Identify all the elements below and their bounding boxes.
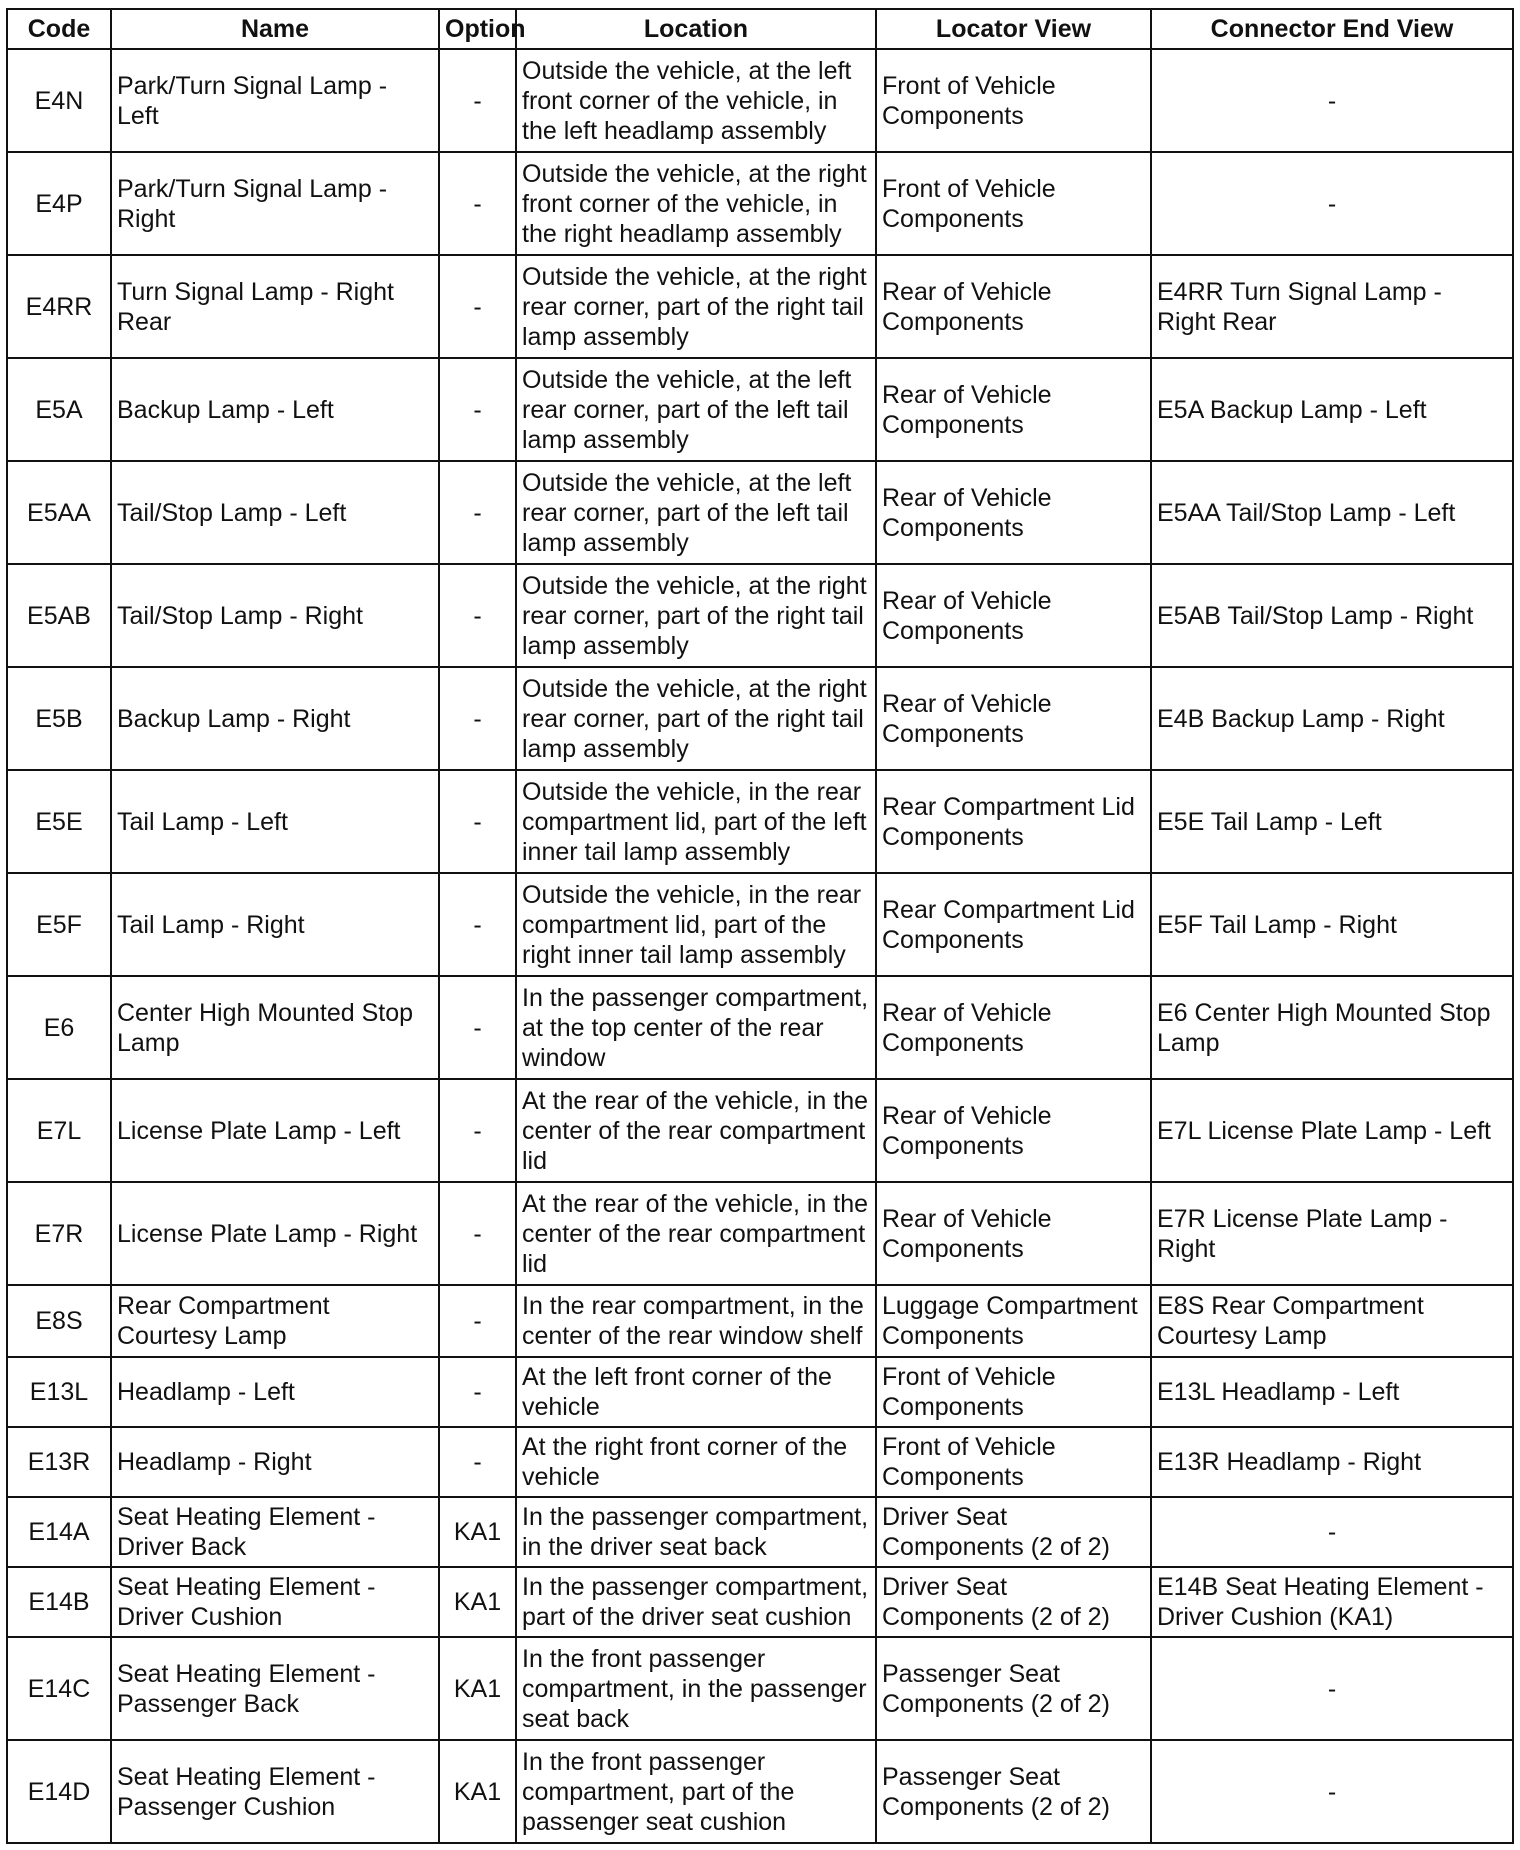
cell-name: Tail/Stop Lamp - Left	[111, 461, 439, 564]
cell-connector-end-view: -	[1151, 1637, 1513, 1740]
cell-connector-end-view: -	[1151, 152, 1513, 255]
cell-code: E6	[7, 976, 111, 1079]
cell-name: Headlamp - Right	[111, 1427, 439, 1497]
cell-name: Seat Heating Element - Driver Back	[111, 1497, 439, 1567]
cell-option: -	[439, 1427, 516, 1497]
cell-location: In the front passenger compartment, in the passenger seat back	[516, 1637, 876, 1740]
cell-name: Headlamp - Left	[111, 1357, 439, 1427]
cell-location: In the passenger compartment, at the top center of the rear window	[516, 976, 876, 1079]
cell-code: E5AB	[7, 564, 111, 667]
table-row	[7, 1637, 1513, 1740]
cell-connector-end-view: E6 Center High Mounted Stop Lamp	[1151, 976, 1513, 1079]
cell-name: Park/Turn Signal Lamp - Right	[111, 152, 439, 255]
table-row	[7, 1357, 1513, 1427]
table-row	[7, 667, 1513, 770]
table-row	[7, 1497, 1513, 1567]
connector-table-container	[6, 8, 1512, 1844]
cell-code: E14C	[7, 1637, 111, 1740]
cell-option: KA1	[439, 1567, 516, 1637]
cell-locator-view: Front of Vehicle Components	[876, 1427, 1151, 1497]
cell-name: Seat Heating Element - Passenger Cushion	[111, 1740, 439, 1843]
cell-name: Turn Signal Lamp - Right Rear	[111, 255, 439, 358]
table-row	[7, 1182, 1513, 1285]
table-row	[7, 49, 1513, 152]
cell-option: -	[439, 152, 516, 255]
cell-location: In the passenger compartment, part of the driver seat cushion	[516, 1567, 876, 1637]
cell-option: -	[439, 976, 516, 1079]
cell-connector-end-view: E7L License Plate Lamp - Left	[1151, 1079, 1513, 1182]
cell-location: Outside the vehicle, in the rear compartment lid, part of the right inner tail lamp assembly	[516, 873, 876, 976]
cell-connector-end-view: E14B Seat Heating Element - Driver Cushion (KA1)	[1151, 1567, 1513, 1637]
cell-option: KA1	[439, 1740, 516, 1843]
cell-option: -	[439, 1285, 516, 1357]
table-row	[7, 461, 1513, 564]
cell-code: E7L	[7, 1079, 111, 1182]
header-locator-view: Locator View	[876, 9, 1151, 49]
cell-name: Center High Mounted Stop Lamp	[111, 976, 439, 1079]
cell-location: At the right front corner of the vehicle	[516, 1427, 876, 1497]
cell-location: Outside the vehicle, at the right rear corner, part of the right tail lamp assembly	[516, 667, 876, 770]
cell-code: E5F	[7, 873, 111, 976]
header-location: Location	[516, 9, 876, 49]
table-row	[7, 873, 1513, 976]
cell-connector-end-view: E7R License Plate Lamp - Right	[1151, 1182, 1513, 1285]
cell-connector-end-view: E5AA Tail/Stop Lamp - Left	[1151, 461, 1513, 564]
cell-connector-end-view: E8S Rear Compartment Courtesy Lamp	[1151, 1285, 1513, 1357]
cell-name: Tail/Stop Lamp - Right	[111, 564, 439, 667]
cell-location: In the rear compartment, in the center of the rear window shelf	[516, 1285, 876, 1357]
table-row	[7, 152, 1513, 255]
header-code: Code	[7, 9, 111, 49]
table-row	[7, 1079, 1513, 1182]
cell-connector-end-view: -	[1151, 1497, 1513, 1567]
cell-locator-view: Rear of Vehicle Components	[876, 1079, 1151, 1182]
cell-locator-view: Front of Vehicle Components	[876, 1357, 1151, 1427]
cell-code: E4P	[7, 152, 111, 255]
cell-option: -	[439, 49, 516, 152]
table-row	[7, 1740, 1513, 1843]
cell-location: In the passenger compartment, in the driver seat back	[516, 1497, 876, 1567]
cell-code: E5AA	[7, 461, 111, 564]
connector-table	[6, 8, 1514, 1844]
cell-location: At the rear of the vehicle, in the center of the rear compartment lid	[516, 1182, 876, 1285]
cell-code: E7R	[7, 1182, 111, 1285]
cell-connector-end-view: -	[1151, 1740, 1513, 1843]
cell-option: -	[439, 1182, 516, 1285]
header-connector-end-view: Connector End View	[1151, 9, 1513, 49]
cell-location: Outside the vehicle, at the left front corner of the vehicle, in the left headlamp assembly	[516, 49, 876, 152]
cell-locator-view: Rear Compartment Lid Components	[876, 873, 1151, 976]
cell-connector-end-view: -	[1151, 49, 1513, 152]
cell-option: -	[439, 770, 516, 873]
cell-code: E4N	[7, 49, 111, 152]
cell-name: Tail Lamp - Right	[111, 873, 439, 976]
cell-locator-view: Front of Vehicle Components	[876, 49, 1151, 152]
cell-locator-view: Rear of Vehicle Components	[876, 461, 1151, 564]
table-row	[7, 770, 1513, 873]
cell-location: Outside the vehicle, at the right rear corner, part of the right tail lamp assembly	[516, 255, 876, 358]
cell-locator-view: Driver Seat Components (2 of 2)	[876, 1567, 1151, 1637]
cell-locator-view: Passenger Seat Components (2 of 2)	[876, 1637, 1151, 1740]
cell-locator-view: Rear Compartment Lid Components	[876, 770, 1151, 873]
cell-locator-view: Front of Vehicle Components	[876, 152, 1151, 255]
cell-locator-view: Passenger Seat Components (2 of 2)	[876, 1740, 1151, 1843]
cell-name: Tail Lamp - Left	[111, 770, 439, 873]
cell-option: KA1	[439, 1497, 516, 1567]
cell-option: -	[439, 358, 516, 461]
cell-code: E5A	[7, 358, 111, 461]
cell-name: Seat Heating Element - Driver Cushion	[111, 1567, 439, 1637]
cell-option: -	[439, 461, 516, 564]
header-row	[7, 9, 1513, 49]
table-row	[7, 564, 1513, 667]
cell-option: -	[439, 564, 516, 667]
cell-connector-end-view: E5F Tail Lamp - Right	[1151, 873, 1513, 976]
cell-code: E5B	[7, 667, 111, 770]
cell-location: Outside the vehicle, at the right rear corner, part of the right tail lamp assembly	[516, 564, 876, 667]
cell-locator-view: Rear of Vehicle Components	[876, 1182, 1151, 1285]
cell-location: Outside the vehicle, at the left rear corner, part of the left tail lamp assembly	[516, 461, 876, 564]
cell-locator-view: Rear of Vehicle Components	[876, 667, 1151, 770]
cell-name: License Plate Lamp - Left	[111, 1079, 439, 1182]
cell-location: Outside the vehicle, in the rear compartment lid, part of the left inner tail lamp assembly	[516, 770, 876, 873]
cell-location: Outside the vehicle, at the left rear corner, part of the left tail lamp assembly	[516, 358, 876, 461]
cell-code: E14D	[7, 1740, 111, 1843]
table-row	[7, 1427, 1513, 1497]
cell-location: In the front passenger compartment, part of the passenger seat cushion	[516, 1740, 876, 1843]
cell-code: E14B	[7, 1567, 111, 1637]
cell-code: E13L	[7, 1357, 111, 1427]
cell-name: Backup Lamp - Left	[111, 358, 439, 461]
cell-code: E13R	[7, 1427, 111, 1497]
cell-location: At the rear of the vehicle, in the center of the rear compartment lid	[516, 1079, 876, 1182]
cell-connector-end-view: E5E Tail Lamp - Left	[1151, 770, 1513, 873]
cell-name: Park/Turn Signal Lamp - Left	[111, 49, 439, 152]
cell-connector-end-view: E5A Backup Lamp - Left	[1151, 358, 1513, 461]
cell-name: Backup Lamp - Right	[111, 667, 439, 770]
cell-name: Seat Heating Element - Passenger Back	[111, 1637, 439, 1740]
cell-code: E14A	[7, 1497, 111, 1567]
cell-locator-view: Rear of Vehicle Components	[876, 564, 1151, 667]
cell-option: -	[439, 1079, 516, 1182]
header-option: Option	[439, 9, 516, 49]
cell-name: License Plate Lamp - Right	[111, 1182, 439, 1285]
cell-locator-view: Luggage Compartment Components	[876, 1285, 1151, 1357]
cell-option: -	[439, 873, 516, 976]
cell-code: E5E	[7, 770, 111, 873]
cell-locator-view: Rear of Vehicle Components	[876, 358, 1151, 461]
cell-option: -	[439, 255, 516, 358]
cell-location: Outside the vehicle, at the right front corner of the vehicle, in the right headlamp assembly	[516, 152, 876, 255]
cell-option: -	[439, 1357, 516, 1427]
cell-locator-view: Rear of Vehicle Components	[876, 976, 1151, 1079]
table-row	[7, 1567, 1513, 1637]
cell-connector-end-view: E13R Headlamp - Right	[1151, 1427, 1513, 1497]
cell-connector-end-view: E4RR Turn Signal Lamp - Right Rear	[1151, 255, 1513, 358]
cell-name: Rear Compartment Courtesy Lamp	[111, 1285, 439, 1357]
cell-locator-view: Rear of Vehicle Components	[876, 255, 1151, 358]
header-name: Name	[111, 9, 439, 49]
cell-connector-end-view: E5AB Tail/Stop Lamp - Right	[1151, 564, 1513, 667]
cell-connector-end-view: E4B Backup Lamp - Right	[1151, 667, 1513, 770]
table-row	[7, 255, 1513, 358]
table-row	[7, 976, 1513, 1079]
cell-option: -	[439, 667, 516, 770]
table-row	[7, 1285, 1513, 1357]
table-row	[7, 358, 1513, 461]
cell-location: At the left front corner of the vehicle	[516, 1357, 876, 1427]
cell-option: KA1	[439, 1637, 516, 1740]
cell-code: E4RR	[7, 255, 111, 358]
cell-locator-view: Driver Seat Components (2 of 2)	[876, 1497, 1151, 1567]
cell-code: E8S	[7, 1285, 111, 1357]
cell-connector-end-view: E13L Headlamp - Left	[1151, 1357, 1513, 1427]
